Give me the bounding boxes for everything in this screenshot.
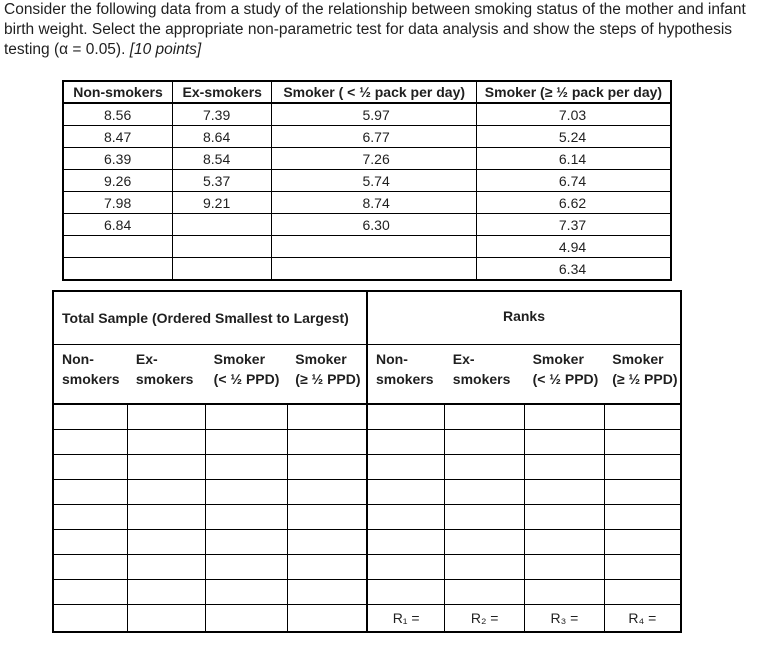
answer-cell[interactable]: [287, 455, 367, 480]
answer-row: [53, 404, 681, 430]
data-cell: [63, 236, 173, 258]
answer-cell[interactable]: [287, 580, 367, 605]
rank-column-label-line1: Smoker: [612, 351, 664, 367]
answer-cell[interactable]: [367, 555, 445, 580]
answer-cell[interactable]: [525, 530, 605, 555]
answer-cell[interactable]: [53, 404, 128, 430]
data-row: [63, 126, 671, 148]
rank-column-label-line1: Smoker: [213, 351, 266, 367]
rank-column-label-line2: (< ½ PPD): [213, 371, 280, 387]
question-prompt: [4, 0, 780, 60]
answer-cell[interactable]: [128, 480, 206, 505]
rank-column-label-line1: Smoker: [295, 351, 347, 367]
answer-cell[interactable]: [128, 605, 206, 633]
answer-cell[interactable]: [604, 505, 681, 530]
data-cell: [173, 258, 272, 281]
answer-row: [53, 555, 681, 580]
rank-column-label: [287, 345, 367, 405]
answer-cell[interactable]: [525, 580, 605, 605]
answer-cell[interactable]: [53, 530, 128, 555]
data-row: [63, 103, 671, 126]
answer-row: [53, 580, 681, 605]
answer-cell[interactable]: [525, 455, 605, 480]
rank-table: [52, 290, 682, 633]
answer-cell[interactable]: [128, 580, 206, 605]
answer-cell[interactable]: [206, 555, 288, 580]
answer-cell[interactable]: [287, 530, 367, 555]
data-row: [63, 258, 671, 281]
answer-cell[interactable]: [445, 430, 525, 455]
answer-cell[interactable]: [206, 404, 288, 430]
answer-row: [53, 480, 681, 505]
rank-column-label-line2: smokers: [62, 371, 120, 387]
answer-cell[interactable]: [287, 605, 367, 633]
answer-cell[interactable]: [287, 480, 367, 505]
answer-row: [53, 505, 681, 530]
rank-sum-cell: R₄ =: [604, 605, 681, 633]
answer-cell[interactable]: [525, 555, 605, 580]
rank-table-body: [53, 404, 681, 632]
answer-cell[interactable]: [445, 530, 525, 555]
data-cell: 6.77: [272, 126, 476, 148]
answer-cell[interactable]: [525, 430, 605, 455]
rank-column-label-line1: Non-: [375, 351, 408, 367]
answer-cell[interactable]: [367, 530, 445, 555]
data-cell: 5.74: [272, 170, 476, 192]
answer-cell[interactable]: [287, 555, 367, 580]
answer-cell[interactable]: [128, 530, 206, 555]
answer-cell[interactable]: [206, 455, 288, 480]
answer-cell[interactable]: [367, 505, 445, 530]
data-cell: [173, 236, 272, 258]
rank-sum-cell: R₁ =: [367, 605, 445, 633]
answer-cell[interactable]: [445, 455, 525, 480]
answer-cell[interactable]: [445, 555, 525, 580]
answer-cell[interactable]: [367, 430, 445, 455]
answer-cell[interactable]: [604, 455, 681, 480]
answer-cell[interactable]: [53, 555, 128, 580]
data-cell: 5.37: [173, 170, 272, 192]
rank-column-label-line1: Non-: [62, 351, 94, 367]
answer-cell[interactable]: [445, 480, 525, 505]
answer-cell[interactable]: [604, 430, 681, 455]
rank-column-label: [53, 345, 128, 405]
answer-cell[interactable]: [53, 580, 128, 605]
answer-cell[interactable]: [604, 580, 681, 605]
rank-column-label: [128, 345, 206, 405]
rank-sum-cell: R₂ =: [445, 605, 525, 633]
answer-cell[interactable]: [287, 505, 367, 530]
data-cell: 7.03: [476, 103, 671, 126]
answer-cell[interactable]: [604, 555, 681, 580]
header-non-smokers: Non-smokers: [63, 81, 173, 103]
rank-section-header: [53, 291, 681, 345]
rank-column-label: [445, 345, 525, 405]
data-row: [63, 236, 671, 258]
answer-cell[interactable]: [445, 404, 525, 430]
answer-cell[interactable]: [287, 430, 367, 455]
answer-cell[interactable]: [53, 480, 128, 505]
answer-cell[interactable]: [53, 505, 128, 530]
answer-cell[interactable]: [445, 580, 525, 605]
data-cell: 7.39: [173, 103, 272, 126]
header-ex-smokers: Ex-smokers: [173, 81, 272, 103]
answer-cell[interactable]: [604, 404, 681, 430]
rank-column-label-line2: (≥ ½ PPD): [295, 371, 361, 387]
answer-cell[interactable]: [206, 480, 288, 505]
answer-row: [53, 430, 681, 455]
data-cell: 5.24: [476, 126, 671, 148]
answer-cell[interactable]: [128, 455, 206, 480]
rank-column-header: [53, 345, 681, 405]
answer-cell[interactable]: [367, 455, 445, 480]
data-row: [63, 170, 671, 192]
data-cell: 9.26: [63, 170, 173, 192]
answer-cell[interactable]: [445, 505, 525, 530]
data-cell: 6.34: [476, 258, 671, 281]
answer-cell[interactable]: [206, 430, 288, 455]
answer-cell[interactable]: [206, 505, 288, 530]
rank-column-label: [367, 345, 445, 405]
data-cell: 7.37: [476, 214, 671, 236]
answer-cell[interactable]: [604, 480, 681, 505]
rank-sum-row: [53, 605, 681, 633]
data-row: [63, 148, 671, 170]
data-cell: [173, 214, 272, 236]
rank-column-label: [604, 345, 681, 405]
header-smoker-light: Smoker ( < ½ pack per day): [272, 81, 476, 103]
rank-column-label-line1: Ex-: [452, 351, 475, 367]
answer-cell[interactable]: [53, 430, 128, 455]
ranks-heading: Ranks: [367, 291, 681, 345]
rank-column-label: [525, 345, 605, 405]
data-cell: [63, 258, 173, 281]
answer-cell[interactable]: [604, 530, 681, 555]
header-smoker-heavy: Smoker (≥ ½ pack per day): [476, 81, 671, 103]
rank-column-label-line1: Smoker: [532, 351, 584, 367]
points-label: [10 points]: [129, 41, 202, 58]
data-cell: 6.30: [272, 214, 476, 236]
data-cell: 8.74: [272, 192, 476, 214]
answer-cell[interactable]: [367, 404, 445, 430]
data-cell: 6.62: [476, 192, 671, 214]
data-cell: 6.84: [63, 214, 173, 236]
data-cell: [272, 258, 476, 281]
data-row: [63, 214, 671, 236]
data-cell: 7.98: [63, 192, 173, 214]
data-cell: 6.39: [63, 148, 173, 170]
data-table-body: [63, 103, 671, 280]
answer-cell[interactable]: [53, 605, 128, 633]
rank-column-label-line1: Ex-: [135, 351, 158, 367]
answer-cell[interactable]: [367, 580, 445, 605]
data-cell: 5.97: [272, 103, 476, 126]
data-cell: 6.74: [476, 170, 671, 192]
data-cell: 8.56: [63, 103, 173, 126]
answer-cell[interactable]: [128, 430, 206, 455]
answer-cell[interactable]: [367, 480, 445, 505]
rank-column-label: [206, 345, 288, 405]
rank-column-label-line2: (< ½ PPD): [532, 371, 599, 387]
answer-cell[interactable]: [287, 404, 367, 430]
answer-cell[interactable]: [128, 404, 206, 430]
answer-cell[interactable]: [206, 580, 288, 605]
answer-cell[interactable]: [525, 404, 605, 430]
rank-sum-cell: R₃ =: [525, 605, 605, 633]
data-table-header: [63, 81, 671, 103]
data-cell: 7.26: [272, 148, 476, 170]
answer-cell[interactable]: [525, 480, 605, 505]
rank-column-label-line2: smokers: [452, 371, 511, 387]
answer-cell[interactable]: [128, 555, 206, 580]
answer-row: [53, 455, 681, 480]
data-cell: 4.94: [476, 236, 671, 258]
data-cell: 8.64: [173, 126, 272, 148]
data-cell: 8.54: [173, 148, 272, 170]
data-table: [62, 80, 672, 281]
data-cell: 9.21: [173, 192, 272, 214]
rank-column-label-line2: smokers: [135, 371, 194, 387]
data-cell: [272, 236, 476, 258]
data-cell: 8.47: [63, 126, 173, 148]
answer-cell[interactable]: [128, 505, 206, 530]
data-cell: 6.14: [476, 148, 671, 170]
data-row: [63, 192, 671, 214]
answer-cell[interactable]: [206, 530, 288, 555]
answer-cell[interactable]: [206, 605, 288, 633]
answer-cell[interactable]: [53, 455, 128, 480]
rank-column-label-line2: smokers: [375, 371, 434, 387]
answer-row: [53, 530, 681, 555]
total-sample-heading: Total Sample (Ordered Smallest to Largest): [53, 291, 367, 345]
answer-cell[interactable]: [525, 505, 605, 530]
rank-column-label-line2: (≥ ½ PPD): [612, 371, 678, 387]
prompt-text: Consider the following data from a study of the relationship between smoking status of the mother and infant birth weight. Select the appropriate non-parametric test for data analysis and show the steps of hypothesis testing (α = 0.05).: [4, 1, 746, 58]
